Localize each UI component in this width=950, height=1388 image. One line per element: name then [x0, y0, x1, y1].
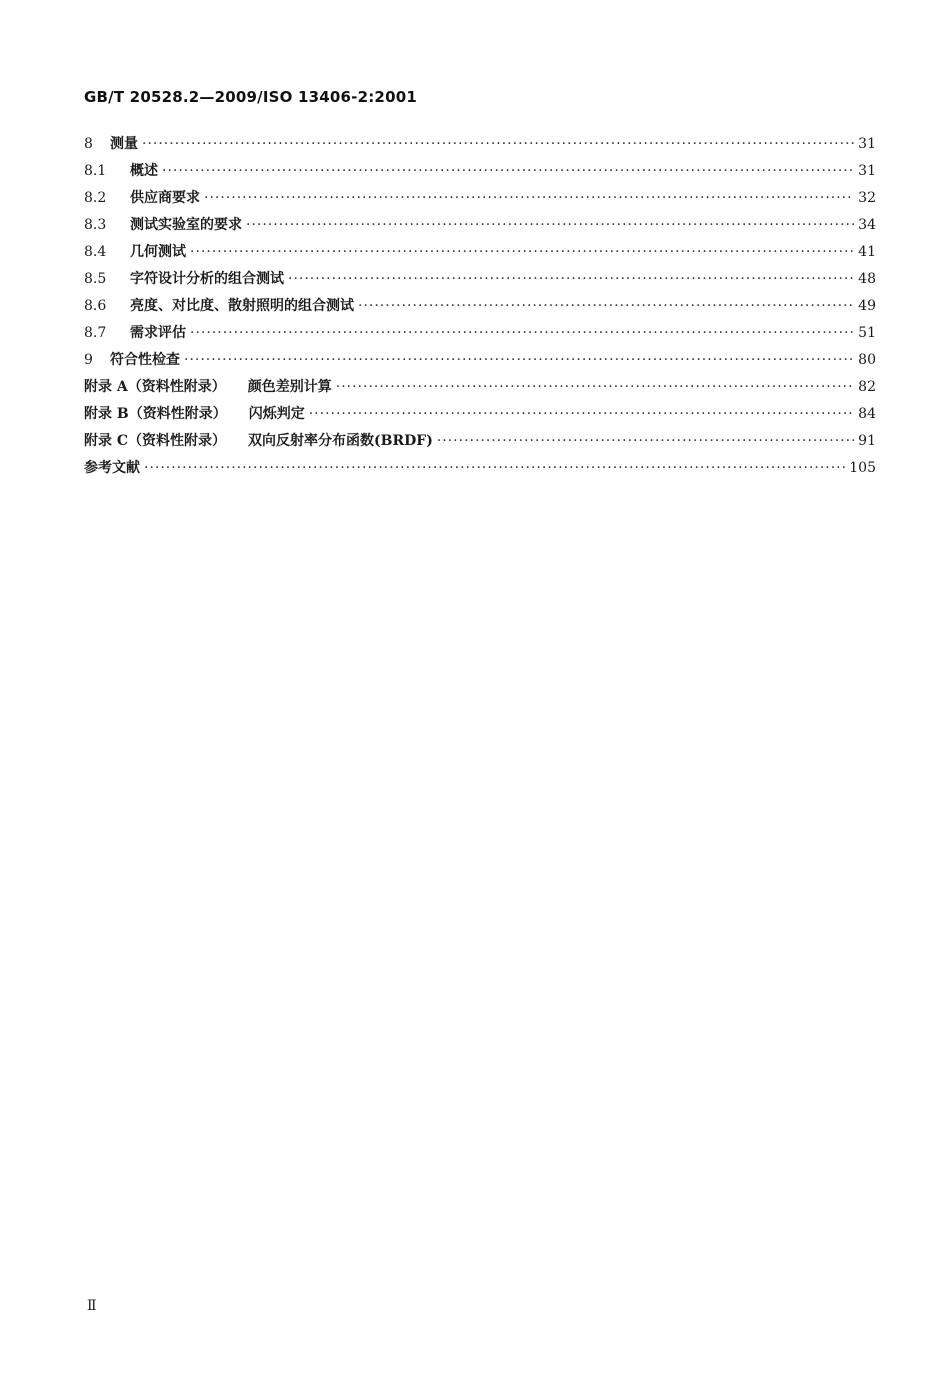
toc-entry-8-3[interactable] [84, 214, 876, 241]
toc-entry-8-1[interactable] [84, 160, 876, 187]
dot-leader [246, 217, 854, 233]
toc-entry-title: 概述 [130, 163, 158, 179]
dot-leader [288, 271, 854, 287]
toc-entry-number: 8.5 [84, 271, 107, 287]
appendix-title: 颜色差别计算 [247, 379, 332, 395]
toc-entry-8-7[interactable] [84, 322, 876, 349]
toc-entry-page: 41 [858, 244, 876, 260]
toc-entry-number: 8 [84, 136, 93, 152]
standard-code-header: GB/T 20528.2—2009/ISO 13406-2:2001 [84, 88, 417, 106]
toc-entry-references[interactable] [84, 457, 876, 484]
dot-leader [358, 298, 854, 314]
toc-entry-8-2[interactable] [84, 187, 876, 214]
dot-leader [309, 406, 854, 422]
toc-entry-9[interactable] [84, 349, 876, 376]
toc-entry-number: 9 [84, 352, 93, 368]
dot-leader [190, 244, 854, 260]
toc-entry-number: 8.6 [84, 298, 107, 314]
toc-entry-page: 49 [858, 298, 876, 314]
toc-entry-number: 8.7 [84, 325, 107, 341]
appendix-label: 附录 C（资料性附录） [84, 433, 227, 449]
dot-leader [162, 163, 854, 179]
toc-entry-number: 8.4 [84, 244, 107, 260]
toc-entry-title: 供应商要求 [130, 190, 200, 206]
dot-leader [144, 460, 845, 476]
appendix-title: 双向反射率分布函数(BRDF) [248, 433, 433, 449]
toc-entry-8[interactable] [84, 133, 876, 160]
dot-leader [204, 190, 854, 206]
toc-entry-appendix-a[interactable] [84, 376, 876, 403]
dot-leader [190, 325, 854, 341]
toc-entry-title: 字符设计分析的组合测试 [130, 271, 284, 287]
appendix-title: 闪烁判定 [248, 406, 305, 422]
toc-entry-appendix-c[interactable] [84, 430, 876, 457]
toc-entry-page: 80 [858, 352, 876, 368]
toc-entry-title: 测试实验室的要求 [130, 217, 242, 233]
toc-entry-title: 亮度、对比度、散射照明的组合测试 [130, 298, 354, 314]
toc-entry-page: 48 [858, 271, 876, 287]
toc-entry-page: 51 [858, 325, 876, 341]
toc-entry-number: 8.3 [84, 217, 107, 233]
toc-entry-title: 参考文献 [84, 460, 140, 476]
dot-leader [437, 433, 854, 449]
toc-entry-page: 31 [858, 136, 876, 152]
toc-entry-page: 31 [858, 163, 876, 179]
toc-entry-page: 32 [858, 190, 876, 206]
toc-entry-page: 84 [858, 406, 876, 422]
appendix-label: 附录 B（资料性附录） [84, 406, 227, 422]
dot-leader [142, 136, 854, 152]
toc-entry-title: 符合性检查 [110, 352, 180, 368]
toc-entry-title: 测量 [110, 136, 138, 152]
toc-entry-title: 需求评估 [130, 325, 186, 341]
toc-entry-page: 34 [858, 217, 876, 233]
toc-entry-page: 82 [858, 379, 876, 395]
page-number-footer: Ⅱ [87, 1298, 97, 1314]
toc-entry-page: 91 [858, 433, 876, 449]
toc-entry-8-6[interactable] [84, 295, 876, 322]
toc-entry-title: 几何测试 [130, 244, 186, 260]
appendix-label: 附录 A（资料性附录） [84, 379, 226, 395]
toc-entry-number: 8.2 [84, 190, 107, 206]
dot-leader [336, 379, 854, 395]
toc-entry-8-5[interactable] [84, 268, 876, 295]
table-of-contents [84, 133, 876, 484]
toc-entry-number: 8.1 [84, 163, 107, 179]
dot-leader [184, 352, 854, 368]
toc-entry-appendix-b[interactable] [84, 403, 876, 430]
toc-entry-8-4[interactable] [84, 241, 876, 268]
toc-entry-page: 105 [849, 460, 876, 476]
